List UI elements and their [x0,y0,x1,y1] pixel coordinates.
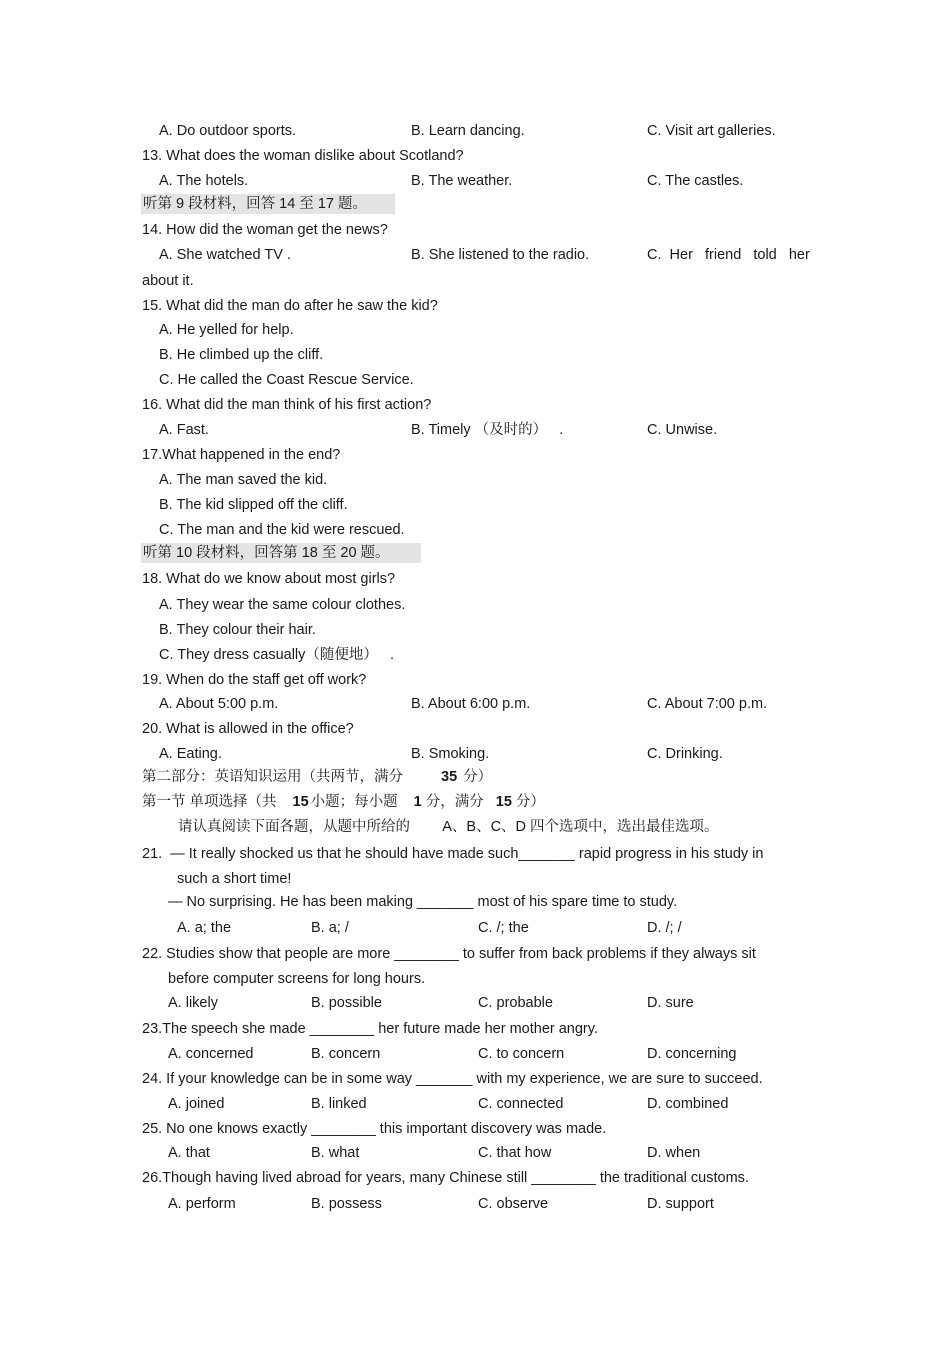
q15-option-c: C. He called the Coast Rescue Service. [159,372,414,388]
q19-stem: 19. When do the staff get off work? [142,672,367,688]
q26-option-b: B. possess [311,1196,382,1212]
q26-stem: 26.Though having lived abroad for years, many Chinese still ________ the traditional customs. [142,1170,749,1186]
q13-option-b: B. The weather. [411,173,513,189]
q20-stem: 20. What is allowed in the office? [142,721,354,737]
q16-option-b: B. Timely （及时的） . [411,422,564,438]
section-1-label: 第一节 单项选择（共 [142,794,277,810]
q18-option-c: C. They dress casually（随便地） . [159,647,395,663]
q25-option-c: C. that how [478,1145,552,1161]
q24-stem: 24. If your knowledge can be in some way _______ with my experience, we are sure to succeed. [142,1071,763,1087]
q24-option-b: B. linked [311,1096,367,1112]
q22-option-d: D. sure [647,995,694,1011]
q15-option-b: B. He climbed up the cliff. [159,347,324,363]
q26-option-a: A. perform [168,1196,236,1212]
q16-option-a: A. Fast. [159,422,209,438]
q24-option-c: C. connected [478,1096,564,1112]
q23-option-c: C. to concern [478,1046,565,1062]
section-1-total-score: 15 [495,794,512,810]
q25-stem: 25. No one knows exactly ________ this important discovery was made. [142,1121,607,1137]
section-10-header: 听第 10 段材料，回答第 18 至 20 题。 [141,543,421,563]
q25-option-b: B. what [311,1145,360,1161]
q22-option-b: B. possible [311,995,382,1011]
q22-stem-line-1: 22. Studies show that people are more ________ to suffer from back problems if they always sit [142,946,756,962]
q23-option-d: D. concerning [647,1046,737,1062]
q24-option-a: A. joined [168,1096,225,1112]
q14-option-b: B. She listened to the radio. [411,247,590,263]
q15-stem: 15. What did the man do after he saw the kid? [142,298,438,314]
q21-option-a: A. a; the [177,920,232,936]
q21-option-b: B. a; / [311,920,349,936]
q20-option-c: C. Drinking. [647,746,723,762]
q19-option-b: B. About 6:00 p.m. [411,696,531,712]
q24-option-d: D. combined [647,1096,729,1112]
q15-option-a: A. He yelled for help. [159,322,294,338]
part-2-unit: 分） [463,769,493,785]
q13-option-c: C. The castles. [647,173,744,189]
q14-option-a: A. She watched TV . [159,247,291,263]
q12-option-c: C. Visit art galleries. [647,123,776,139]
q14-stem: 14. How did the woman get the news? [142,222,388,238]
section-1-heading [142,793,545,811]
q21-option-c: C. /; the [478,920,529,936]
q20-option-a: A. Eating. [159,746,222,762]
q18-stem: 18. What do we know about most girls? [142,571,396,587]
section-1-total-label: 分，满分 [425,794,484,810]
q16-stem: 16. What did the man think of his first action? [142,397,432,413]
q22-stem-line-2: before computer screens for long hours. [168,971,426,987]
section-1-count: 15 [292,794,309,810]
q25-option-a: A. that [168,1145,210,1161]
q13-stem: 13. What does the woman dislike about Scotland? [142,148,464,164]
part-2-score: 35 [441,769,458,785]
q17-option-a: A. The man saved the kid. [159,472,328,488]
part-2-heading [142,768,492,786]
q19-option-a: A. About 5:00 p.m. [159,696,279,712]
q26-option-c: C. observe [478,1196,549,1212]
q17-option-b: B. The kid slipped off the cliff. [159,497,348,513]
q16-option-c: C. Unwise. [647,422,718,438]
q14-option-c: C. Her friend told her [647,247,810,263]
q26-option-d: D. support [647,1196,714,1212]
section-9-header: 听第 9 段材料，回答 14 至 17 题。 [141,194,395,214]
q18-option-b: B. They colour their hair. [159,622,316,638]
instruction-text: 请认真阅读下面各题，从题中所给的 A、B、C、D 四个选项中，选出最佳选项。 [178,819,719,835]
q12-option-a: A. Do outdoor sports. [159,123,297,139]
q17-option-c: C. The man and the kid were rescued. [159,522,405,538]
q23-stem: 23.The speech she made ________ her future made her mother angry. [142,1021,598,1037]
section-1-per-item-score: 1 [413,794,422,810]
section-1-per-item-label: 小题；每小题 [310,794,398,810]
part-2-label: 第二部分：英语知识运用（共两节，满分 [142,769,403,785]
q21-option-d: D. /; / [647,920,682,936]
q13-option-a: A. The hotels. [159,173,249,189]
q20-option-b: B. Smoking. [411,746,490,762]
q23-option-b: B. concern [311,1046,381,1062]
q12-option-b: B. Learn dancing. [411,123,525,139]
q18-option-a: A. They wear the same colour clothes. [159,597,406,613]
section-1-unit: 分） [515,794,545,810]
q14-option-c-continued: about it. [142,273,194,289]
q17-stem: 17.What happened in the end? [142,447,341,463]
q21-stem-line-1: 21. — It really shocked us that he should have made such_______ rapid progress in his study in [142,846,764,862]
q21-stem-line-2: such a short time! [177,871,292,887]
q21-stem-line-3: — No surprising. He has been making _______ most of his spare time to study. [168,894,678,910]
q25-option-d: D. when [647,1145,701,1161]
q22-option-a: A. likely [168,995,218,1011]
q22-option-c: C. probable [478,995,553,1011]
q23-option-a: A. concerned [168,1046,254,1062]
q19-option-c: C. About 7:00 p.m. [647,696,768,712]
